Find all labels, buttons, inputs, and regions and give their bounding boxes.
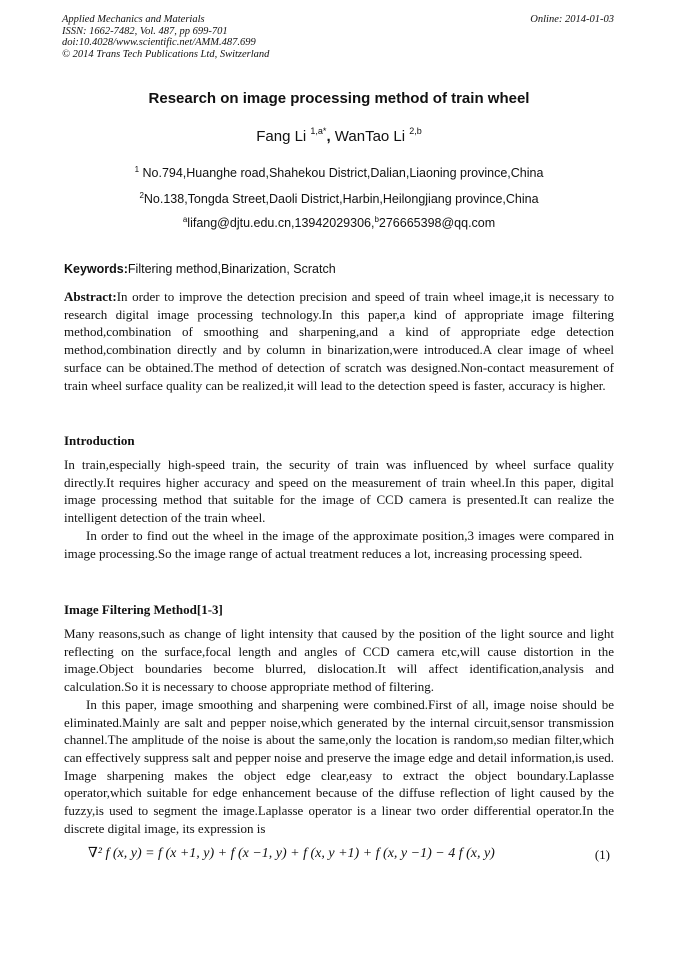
issn-line: ISSN: 1662-7482, Vol. 487, pp 699-701 bbox=[62, 25, 228, 37]
affiliation-1-text: No.794,Huanghe road,Shahekou District,Dalian,Liaoning province,China bbox=[139, 166, 544, 180]
email-b-sup: b bbox=[374, 215, 379, 224]
paper-title: Research on image processing method of train wheel bbox=[148, 90, 530, 107]
email-b: 276665398@qq.com bbox=[378, 216, 496, 230]
filtering-heading: Image Filtering Method[1-3] bbox=[64, 602, 223, 617]
keywords-text: Filtering method,Binarization, Scratch bbox=[127, 262, 336, 276]
doi-line: doi:10.4028/www.scientific.net/AMM.487.699 bbox=[62, 37, 256, 48]
introduction-body bbox=[64, 456, 614, 562]
keywords bbox=[64, 262, 336, 276]
equation-number: (1) bbox=[594, 847, 610, 862]
introduction-heading: Introduction bbox=[64, 433, 135, 448]
abstract-text: In order to improve the detection precision and speed of train wheel image,it is necessary to research digital image processing technology.In this paper,a kind of appropriate image filtering method,combination of smoothing and sharpening,and a kind of appropriate edge detection method,combination directly and by column in binarization,were introduced.A clear image of wheel surface can be obtained.The method of detection of scratch was designed.Non-contact measurement of train wheel surface quality can be realized,it will lead to the detection speed is faster, accuracy is higher. bbox=[64, 289, 614, 393]
author-separator: , bbox=[326, 128, 335, 145]
abstract-label: Abstract: bbox=[64, 289, 117, 304]
author-1: Fang Li bbox=[256, 128, 311, 145]
journal-name: Applied Mechanics and Materials bbox=[62, 14, 205, 25]
author-line bbox=[0, 128, 678, 145]
introduction-paragraph-1: In train,especially high-speed train, the security of train was influenced by wheel surface quality directly.It requires higher accuracy and speed on the measurement of train wheel.In this paper, digital image processing method that suitable for the image of CCD camera is presented.It can realize the intelligent detection of the train wheel. bbox=[64, 457, 614, 526]
affiliation-2-sup: 2 bbox=[139, 191, 144, 200]
author-2-sup: 2,b bbox=[409, 126, 422, 136]
author-2: WanTao Li bbox=[334, 128, 410, 145]
email-a-sup: a bbox=[182, 215, 188, 224]
email-line bbox=[0, 216, 678, 230]
email-a: lifang@djtu.edu.cn,13942029306, bbox=[187, 216, 375, 230]
laplace-equation: ∇² f (x, y) = f (x +1, y) + f (x −1, y) + f (x, y +1) + f (x, y −1) − 4 f (x, y) bbox=[88, 846, 495, 861]
keywords-label: Keywords: bbox=[64, 262, 128, 276]
affiliation-1 bbox=[0, 166, 678, 180]
introduction-paragraph-2: In order to find out the wheel in the image of the approximate position,3 images were compared in image processing.So the image range of actual treatment reduces a lot, increasing processing speed. bbox=[64, 527, 614, 561]
abstract bbox=[64, 288, 614, 394]
journal-header bbox=[62, 14, 269, 60]
affiliation-2-text: No.138,Tongda Street,Daoli District,Harbin,Heilongjiang province,China bbox=[143, 192, 539, 206]
online-date: Online: 2014-01-03 bbox=[530, 14, 614, 25]
copyright-line: © 2014 Trans Tech Publications Ltd, Switzerland bbox=[62, 48, 270, 60]
author-1-sup: 1,a* bbox=[310, 126, 327, 136]
affiliation-2 bbox=[0, 192, 678, 206]
filtering-paragraph-1: Many reasons,such as change of light intensity that caused by the position of the light source and light reflecting on the surface,focal length and angles of CCD camera etc,will cause distortion in the image.Object boundaries become blurred, dislocation.It will affect identification,analysis and calculation.So it is necessary to choose appropriate method of filtering. bbox=[64, 626, 614, 695]
affiliation-1-sup: 1 bbox=[134, 165, 140, 174]
filtering-body bbox=[64, 625, 614, 837]
filtering-paragraph-2: In this paper, image smoothing and sharpening were combined.First of all, image noise should be eliminated.Mainly are salt and pepper noise,which generated by the internal circuit,sensor transmission channel.The amplitude of the noise is about the same,only the location is random,so median filter,which can effectively suppress salt and pepper noise and preserve the image edge and detail information,is used. Image sharpening makes the object edge clear,easy to extract the object boundary.Laplasse operator,which suitable for edge enhancement because of the diffuse reflection of light caused by the fuzzy,is used to segment the image.Laplasse operator is a linear two order differential operator.In the discrete digital image, its expression is bbox=[64, 696, 614, 836]
